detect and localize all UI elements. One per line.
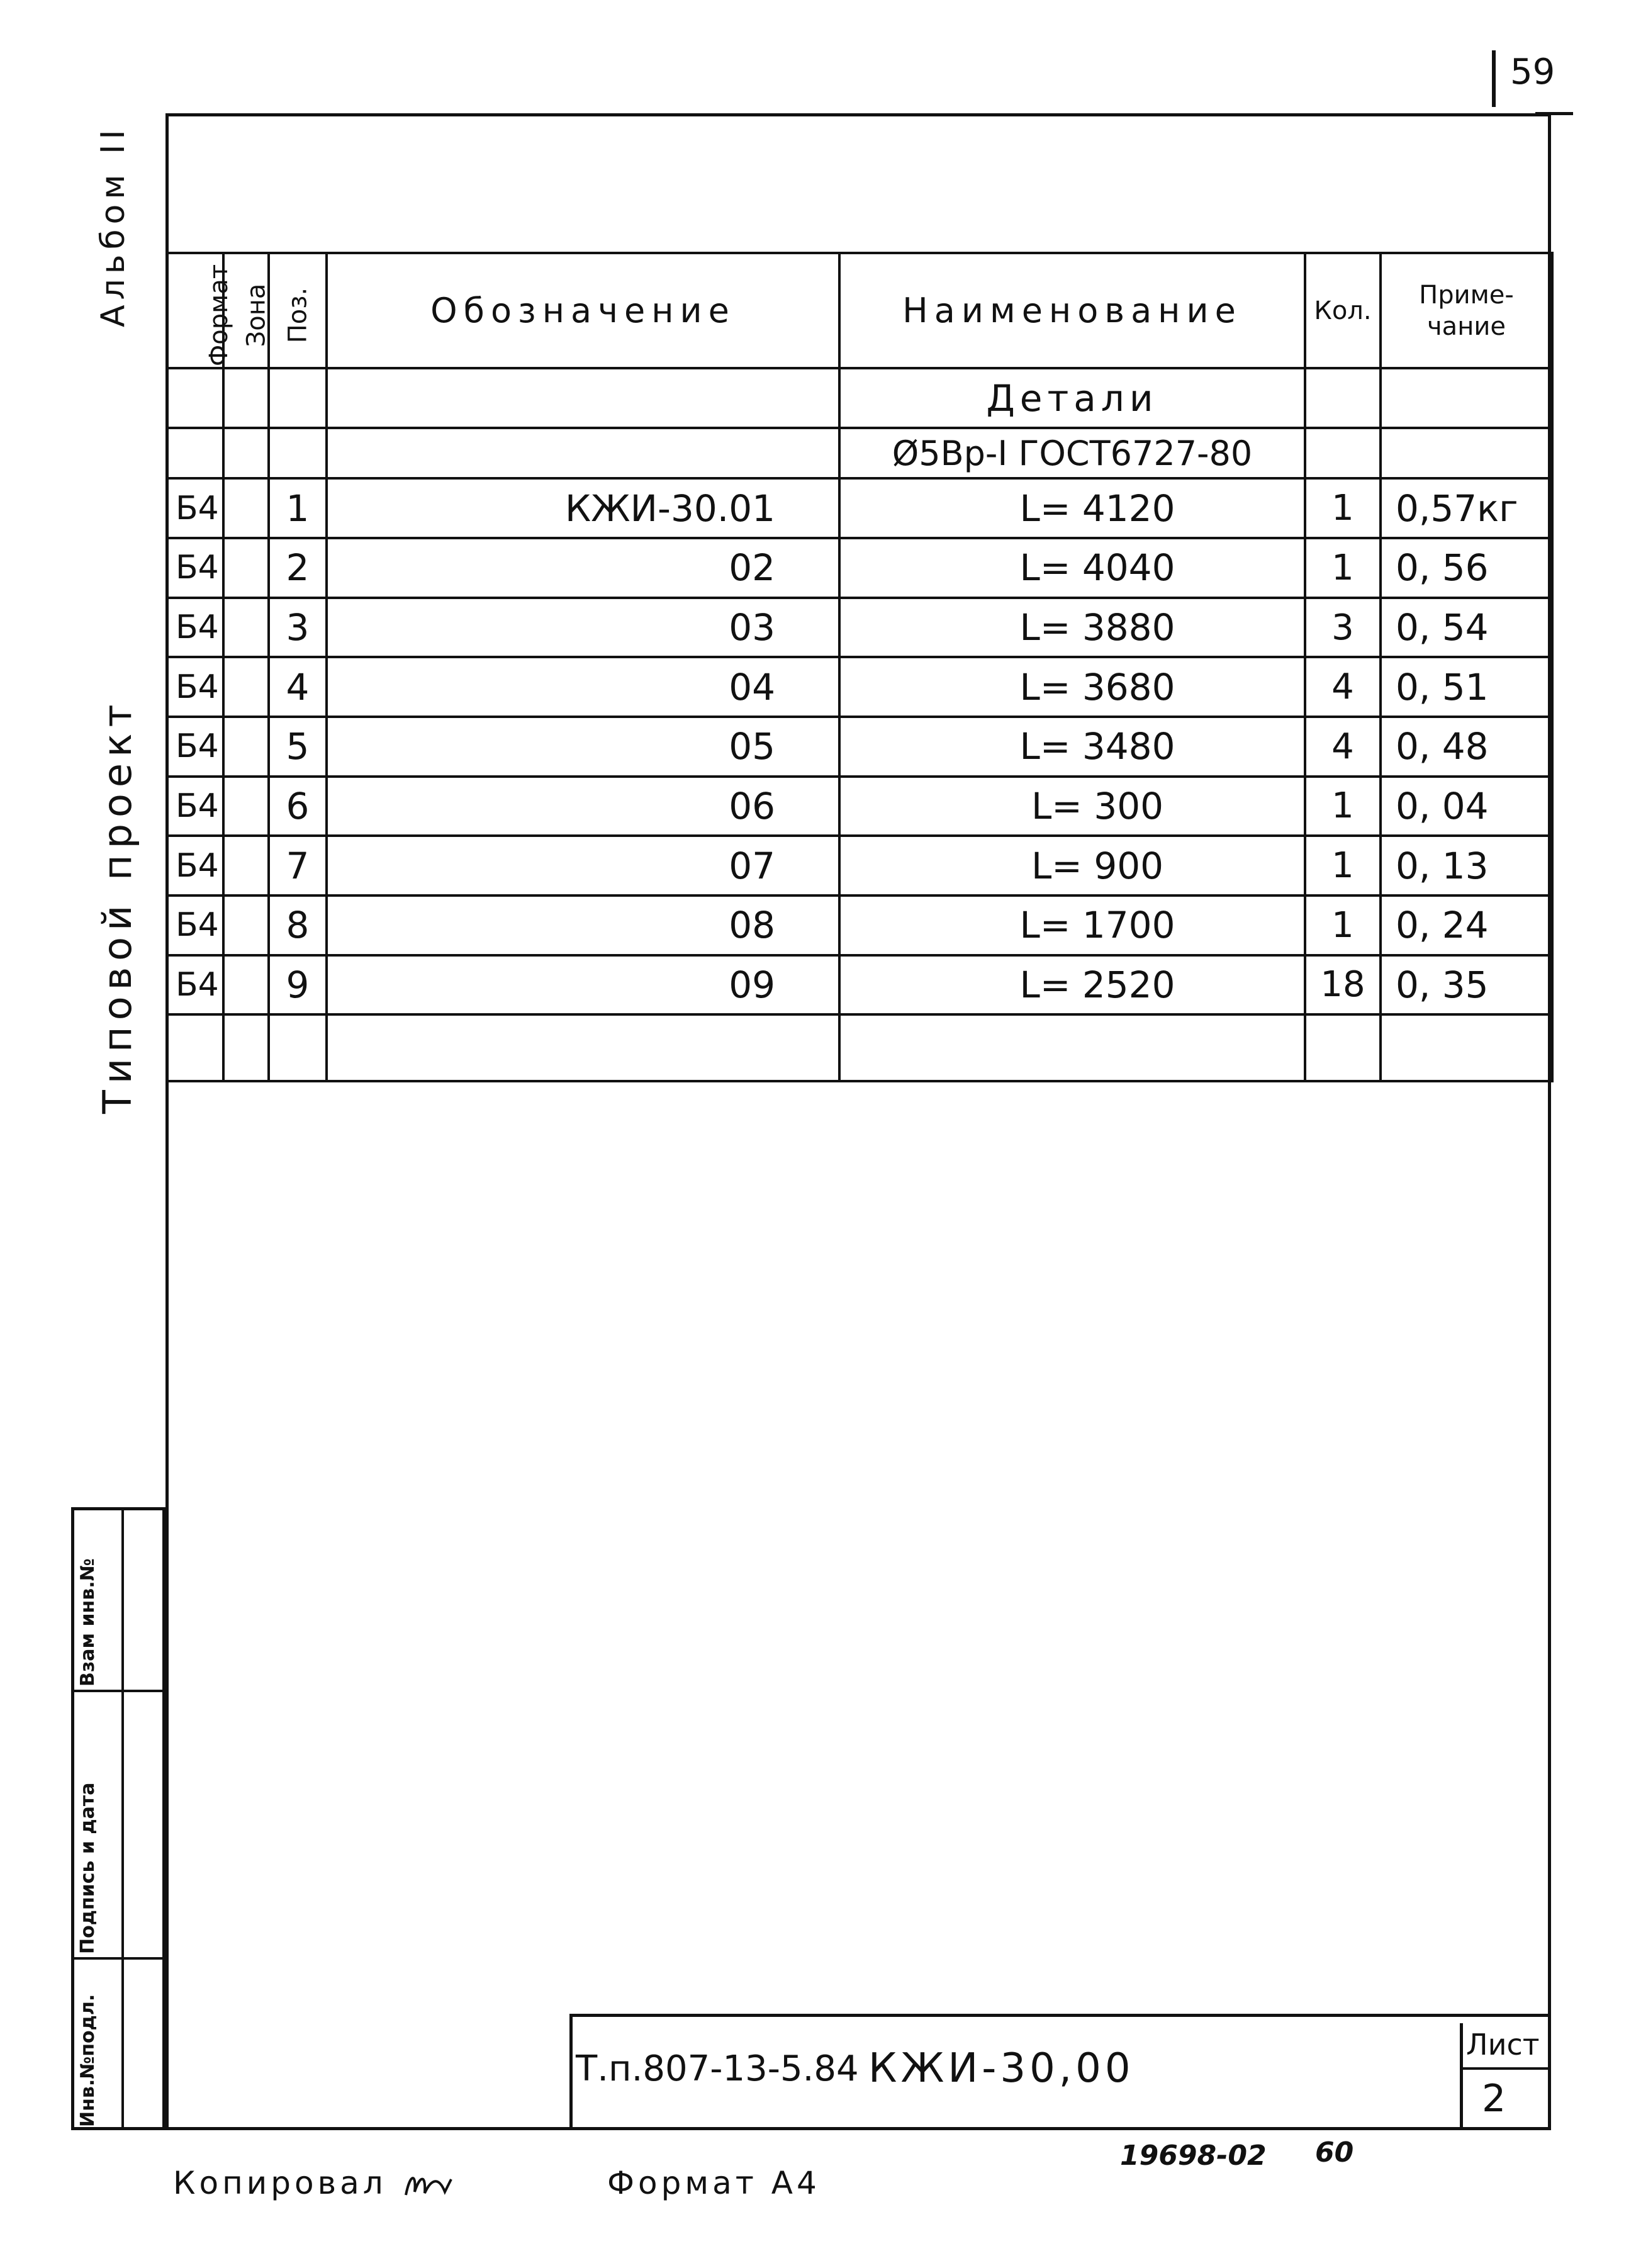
material-row bbox=[167, 428, 1552, 479]
cell-quantity: 1 bbox=[1305, 478, 1381, 538]
cell-name: L= 3480 bbox=[839, 717, 1305, 777]
cell-name: L= 2520 bbox=[839, 955, 1305, 1015]
table-header-row bbox=[167, 253, 1552, 368]
cell-format: Б4 bbox=[167, 478, 223, 538]
frame-corner-line bbox=[1535, 112, 1573, 115]
cell-quantity: 3 bbox=[1305, 598, 1381, 658]
cell-zone bbox=[223, 777, 269, 836]
cell-designation: 03 bbox=[327, 598, 839, 658]
cell-quantity: 1 bbox=[1305, 538, 1381, 598]
archive-page: 60 bbox=[1315, 2136, 1354, 2169]
strip-divider bbox=[74, 1690, 162, 1692]
cell-format: Б4 bbox=[167, 598, 223, 658]
cell-designation: 04 bbox=[327, 657, 839, 717]
approval-stamp-strip bbox=[71, 1507, 165, 2130]
cell-zone bbox=[223, 895, 269, 955]
cell-format: Б4 bbox=[167, 955, 223, 1015]
cell-zone bbox=[223, 657, 269, 717]
cell-note: 0, 13 bbox=[1381, 836, 1552, 895]
material-spec: Ø5Вр-I ГОСТ6727-80 bbox=[839, 428, 1305, 479]
signature-date-label: Подпись и дата bbox=[77, 1782, 99, 1954]
empty-row bbox=[167, 1014, 1552, 1081]
table-row bbox=[167, 717, 1552, 777]
strip-divider-vertical bbox=[121, 1510, 124, 2127]
cell-zone bbox=[223, 955, 269, 1015]
project-code: Т.п.807-13-5.84 bbox=[576, 2048, 859, 2089]
cell-name: L= 4040 bbox=[839, 538, 1305, 598]
cell-designation: КЖИ-30.01 bbox=[327, 478, 839, 538]
copied-by-label: Копировал bbox=[173, 2165, 457, 2204]
sheet-box-divider bbox=[1460, 2067, 1551, 2070]
sheet-format-label: Формат А4 bbox=[607, 2165, 821, 2201]
cell-designation: 02 bbox=[327, 538, 839, 598]
cell-position: 4 bbox=[269, 657, 327, 717]
cell-zone bbox=[223, 478, 269, 538]
cell-designation: 07 bbox=[327, 836, 839, 895]
cell-note: 0, 48 bbox=[1381, 717, 1552, 777]
table-row bbox=[167, 598, 1552, 658]
header-zone: Зона bbox=[223, 253, 269, 368]
sheet-number: 2 bbox=[1482, 2077, 1506, 2121]
drawing-mark: КЖИ-30,00 bbox=[868, 2045, 1135, 2092]
header-designation: Обозначение bbox=[327, 253, 839, 368]
header-note: Приме- чание bbox=[1381, 253, 1552, 368]
cell-designation: 08 bbox=[327, 895, 839, 955]
cell-format: Б4 bbox=[167, 657, 223, 717]
table-row bbox=[167, 777, 1552, 836]
specification-table bbox=[165, 252, 1554, 1082]
cell-position: 9 bbox=[269, 955, 327, 1015]
header-quantity: Кол. bbox=[1305, 253, 1381, 368]
page-number: 59 bbox=[1510, 52, 1555, 93]
header-name: Наименование bbox=[839, 253, 1305, 368]
replace-inventory-label: Взам инв.№ bbox=[77, 1558, 99, 1687]
cell-quantity: 4 bbox=[1305, 717, 1381, 777]
cell-position: 6 bbox=[269, 777, 327, 836]
cell-zone bbox=[223, 717, 269, 777]
cell-position: 3 bbox=[269, 598, 327, 658]
page-number-divider bbox=[1492, 50, 1496, 107]
cell-position: 1 bbox=[269, 478, 327, 538]
cell-quantity: 1 bbox=[1305, 836, 1381, 895]
cell-note: 0, 04 bbox=[1381, 777, 1552, 836]
original-inventory-label: Инв.№подл. bbox=[77, 1994, 99, 2127]
cell-format: Б4 bbox=[167, 777, 223, 836]
cell-position: 5 bbox=[269, 717, 327, 777]
cell-name: L= 1700 bbox=[839, 895, 1305, 955]
cell-note: 0, 24 bbox=[1381, 895, 1552, 955]
cell-format: Б4 bbox=[167, 717, 223, 777]
cell-quantity: 1 bbox=[1305, 895, 1381, 955]
cell-quantity: 18 bbox=[1305, 955, 1381, 1015]
project-type-label: Типовой проект bbox=[94, 698, 140, 1114]
cell-note: 0, 35 bbox=[1381, 955, 1552, 1015]
table-row bbox=[167, 657, 1552, 717]
album-label: Альбом II bbox=[94, 125, 132, 327]
cell-note: 0,57кг bbox=[1381, 478, 1552, 538]
table-row bbox=[167, 895, 1552, 955]
cell-quantity: 4 bbox=[1305, 657, 1381, 717]
cell-zone bbox=[223, 836, 269, 895]
archive-number: 19698-02 bbox=[1120, 2140, 1267, 2172]
table-row bbox=[167, 836, 1552, 895]
header-position: Поз. bbox=[269, 253, 327, 368]
cell-position: 7 bbox=[269, 836, 327, 895]
cell-format: Б4 bbox=[167, 538, 223, 598]
cell-note: 0, 51 bbox=[1381, 657, 1552, 717]
cell-name: L= 3880 bbox=[839, 598, 1305, 658]
cell-note: 0, 56 bbox=[1381, 538, 1552, 598]
cell-note: 0, 54 bbox=[1381, 598, 1552, 658]
cell-designation: 05 bbox=[327, 717, 839, 777]
cell-name: L= 4120 bbox=[839, 478, 1305, 538]
cell-quantity: 1 bbox=[1305, 777, 1381, 836]
cell-format: Б4 bbox=[167, 836, 223, 895]
cell-position: 2 bbox=[269, 538, 327, 598]
cell-designation: 06 bbox=[327, 777, 839, 836]
header-format: Формат bbox=[167, 253, 223, 368]
cell-name: L= 3680 bbox=[839, 657, 1305, 717]
cell-designation: 09 bbox=[327, 955, 839, 1015]
cell-zone bbox=[223, 598, 269, 658]
sheet-label: Лист bbox=[1466, 2028, 1540, 2062]
cell-name: L= 900 bbox=[839, 836, 1305, 895]
cell-name: L= 300 bbox=[839, 777, 1305, 836]
section-title: Детали bbox=[839, 368, 1305, 428]
cell-format: Б4 bbox=[167, 895, 223, 955]
table-row bbox=[167, 538, 1552, 598]
strip-divider bbox=[74, 1957, 162, 1960]
copier-signature-icon bbox=[401, 2167, 457, 2204]
table-row bbox=[167, 478, 1552, 538]
table-row bbox=[167, 955, 1552, 1015]
cell-zone bbox=[223, 538, 269, 598]
section-title-row bbox=[167, 368, 1552, 428]
cell-position: 8 bbox=[269, 895, 327, 955]
